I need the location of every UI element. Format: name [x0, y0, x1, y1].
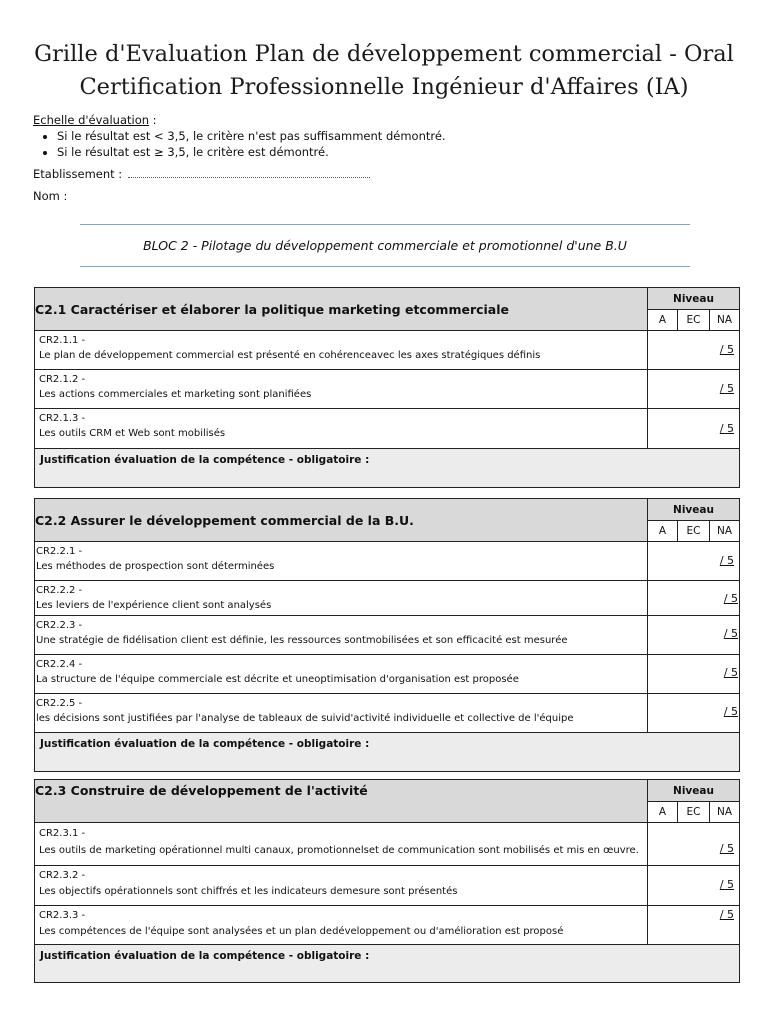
level-ec: EC: [678, 310, 710, 331]
criterion-code: CR2.2.5 -: [36, 698, 83, 709]
score-label: / 5: [723, 627, 739, 640]
competence-title: C2.1 Caractériser et élaborer la politique marketing etcommerciale: [35, 288, 648, 331]
criterion: [35, 866, 648, 906]
criterion-code: CR2.2.4 -: [36, 659, 83, 670]
criterion: [35, 370, 648, 409]
score-label: / 5: [723, 592, 739, 605]
criterion-row: [35, 823, 740, 866]
competence-table-c2-2: [34, 498, 740, 772]
niveau-header: Niveau: [648, 780, 740, 802]
criterion-code: CR2.3.3 -: [39, 910, 86, 921]
niveau-header: Niveau: [648, 288, 740, 310]
criterion-row: [35, 906, 740, 945]
criterion: [35, 331, 648, 370]
criterion-code: CR2.1.1 -: [39, 335, 86, 346]
criterion-row: [35, 542, 740, 581]
score-label: / 5: [719, 422, 735, 435]
criterion-row: [35, 409, 740, 449]
etablissement-label: Etablissement :: [33, 167, 123, 181]
criterion-code: CR2.3.2 -: [39, 870, 86, 881]
nom-label: Nom :: [33, 189, 68, 203]
level-na: NA: [710, 802, 740, 823]
criterion: [35, 906, 648, 945]
justification-field[interactable]: [35, 733, 740, 772]
score-cell[interactable]: [648, 906, 740, 945]
competence-title: C2.2 Assurer le développement commercial de la B.U.: [35, 499, 648, 542]
criterion-code: CR2.1.3 -: [39, 413, 86, 424]
competence-table-c2-1: [34, 287, 740, 488]
scale-heading: Echelle d'évaluation: [33, 113, 150, 127]
etablissement-field: [33, 167, 370, 181]
bloc-heading: BLOC 2 - Pilotage du développement commerciale et promotionnel d'une B.U: [80, 224, 690, 267]
nom-field: [33, 189, 67, 203]
criterion-code: CR2.2.2 -: [36, 585, 83, 596]
score-cell[interactable]: [648, 331, 740, 370]
level-na: NA: [710, 521, 740, 542]
criterion-text: Les compétences de l'équipe sont analysées et un plan dedéveloppement ou d'amélioration est proposé: [39, 926, 564, 937]
score-label: / 5: [719, 842, 735, 855]
criterion-row: [35, 655, 740, 694]
criterion-code: CR2.1.2 -: [39, 374, 86, 385]
title-line-1: Grille d'Evaluation Plan de développement commercial - Oral: [34, 41, 734, 67]
level-ec: EC: [678, 521, 710, 542]
score-label: / 5: [723, 705, 739, 718]
justification-field[interactable]: [35, 945, 740, 983]
criterion-text: Les actions commerciales et marketing sont planifiées: [39, 389, 312, 400]
score-cell[interactable]: [648, 616, 740, 655]
level-a: A: [648, 310, 678, 331]
justification-label: Justification évaluation de la compétence - obligatoire :: [40, 454, 370, 466]
criterion-text: Les outils CRM et Web sont mobilisés: [39, 428, 226, 439]
criterion: [35, 581, 648, 616]
scale-rule: • Si le résultat est < 3,5, le critère n'est pas suffisamment démontré.: [57, 128, 446, 144]
level-ec: EC: [678, 802, 710, 823]
criterion-code: CR2.2.3 -: [36, 620, 83, 631]
criterion-row: [35, 581, 740, 616]
criterion: [35, 616, 648, 655]
etablissement-input-line[interactable]: [128, 167, 370, 178]
score-label: / 5: [719, 343, 735, 356]
score-cell[interactable]: [648, 409, 740, 449]
criterion-text: les décisions sont justifiées par l'analyse de tableaux de suivid'activité individuelle et collective de l'équipe: [36, 713, 574, 724]
level-a: A: [648, 802, 678, 823]
evaluation-scale: [33, 112, 446, 160]
scale-rule: • Si le résultat est ≥ 3,5, le critère est démontré.: [57, 144, 446, 160]
criterion-row: [35, 694, 740, 733]
score-cell[interactable]: [648, 370, 740, 409]
criterion-row: [35, 866, 740, 906]
level-a: A: [648, 521, 678, 542]
score-cell[interactable]: [648, 866, 740, 906]
criterion-text: Les leviers de l'expérience client sont analysés: [36, 600, 272, 611]
criterion-text: Les objectifs opérationnels sont chiffrés et les indicateurs demesure sont présentés: [39, 886, 458, 897]
title-line-2: Certification Professionnelle Ingénieur d'Affaires (IA): [79, 74, 689, 100]
score-label: / 5: [723, 666, 739, 679]
competence-table-c2-3: [34, 779, 740, 983]
score-cell[interactable]: [648, 655, 740, 694]
criterion-text: La structure de l'équipe commerciale est décrite et uneoptimisation d'organisation est proposée: [36, 674, 519, 685]
score-label: / 5: [719, 908, 735, 921]
justification-field[interactable]: [35, 449, 740, 488]
niveau-header: Niveau: [648, 499, 740, 521]
criterion-text: Une stratégie de fidélisation client est définie, les ressources sontmobilisées et son efficacité est mesurée: [36, 635, 568, 646]
criterion-row: [35, 370, 740, 409]
criterion-code: CR2.2.1 -: [36, 546, 83, 557]
criterion-text: Le plan de développement commercial est présenté en cohérenceavec les axes stratégiques définis: [39, 350, 541, 361]
score-label: / 5: [719, 878, 735, 891]
criterion: [35, 694, 648, 733]
level-na: NA: [710, 310, 740, 331]
criterion: [35, 542, 648, 581]
criterion-row: [35, 331, 740, 370]
criterion-row: [35, 616, 740, 655]
justification-label: Justification évaluation de la compétence - obligatoire :: [40, 950, 370, 962]
criterion-code: CR2.3.1 -: [39, 828, 86, 839]
criterion: [35, 823, 648, 866]
criterion-text: Les méthodes de prospection sont déterminées: [36, 561, 275, 572]
document-title: [0, 38, 768, 104]
score-cell[interactable]: [648, 694, 740, 733]
justification-label: Justification évaluation de la compétence - obligatoire :: [40, 738, 370, 750]
score-cell[interactable]: [648, 581, 740, 616]
score-label: / 5: [719, 554, 735, 567]
score-cell[interactable]: [648, 823, 740, 866]
criterion-text: Les outils de marketing opérationnel multi canaux, promotionnelset de communication sont mobilisés et mis en œuvre.: [39, 845, 639, 856]
score-cell[interactable]: [648, 542, 740, 581]
score-label: / 5: [719, 382, 735, 395]
scale-heading-colon: :: [149, 113, 157, 127]
scale-rules: [33, 128, 446, 160]
criterion: [35, 409, 648, 449]
competence-title: C2.3 Construire de développement de l'activité: [35, 780, 648, 823]
criterion: [35, 655, 648, 694]
